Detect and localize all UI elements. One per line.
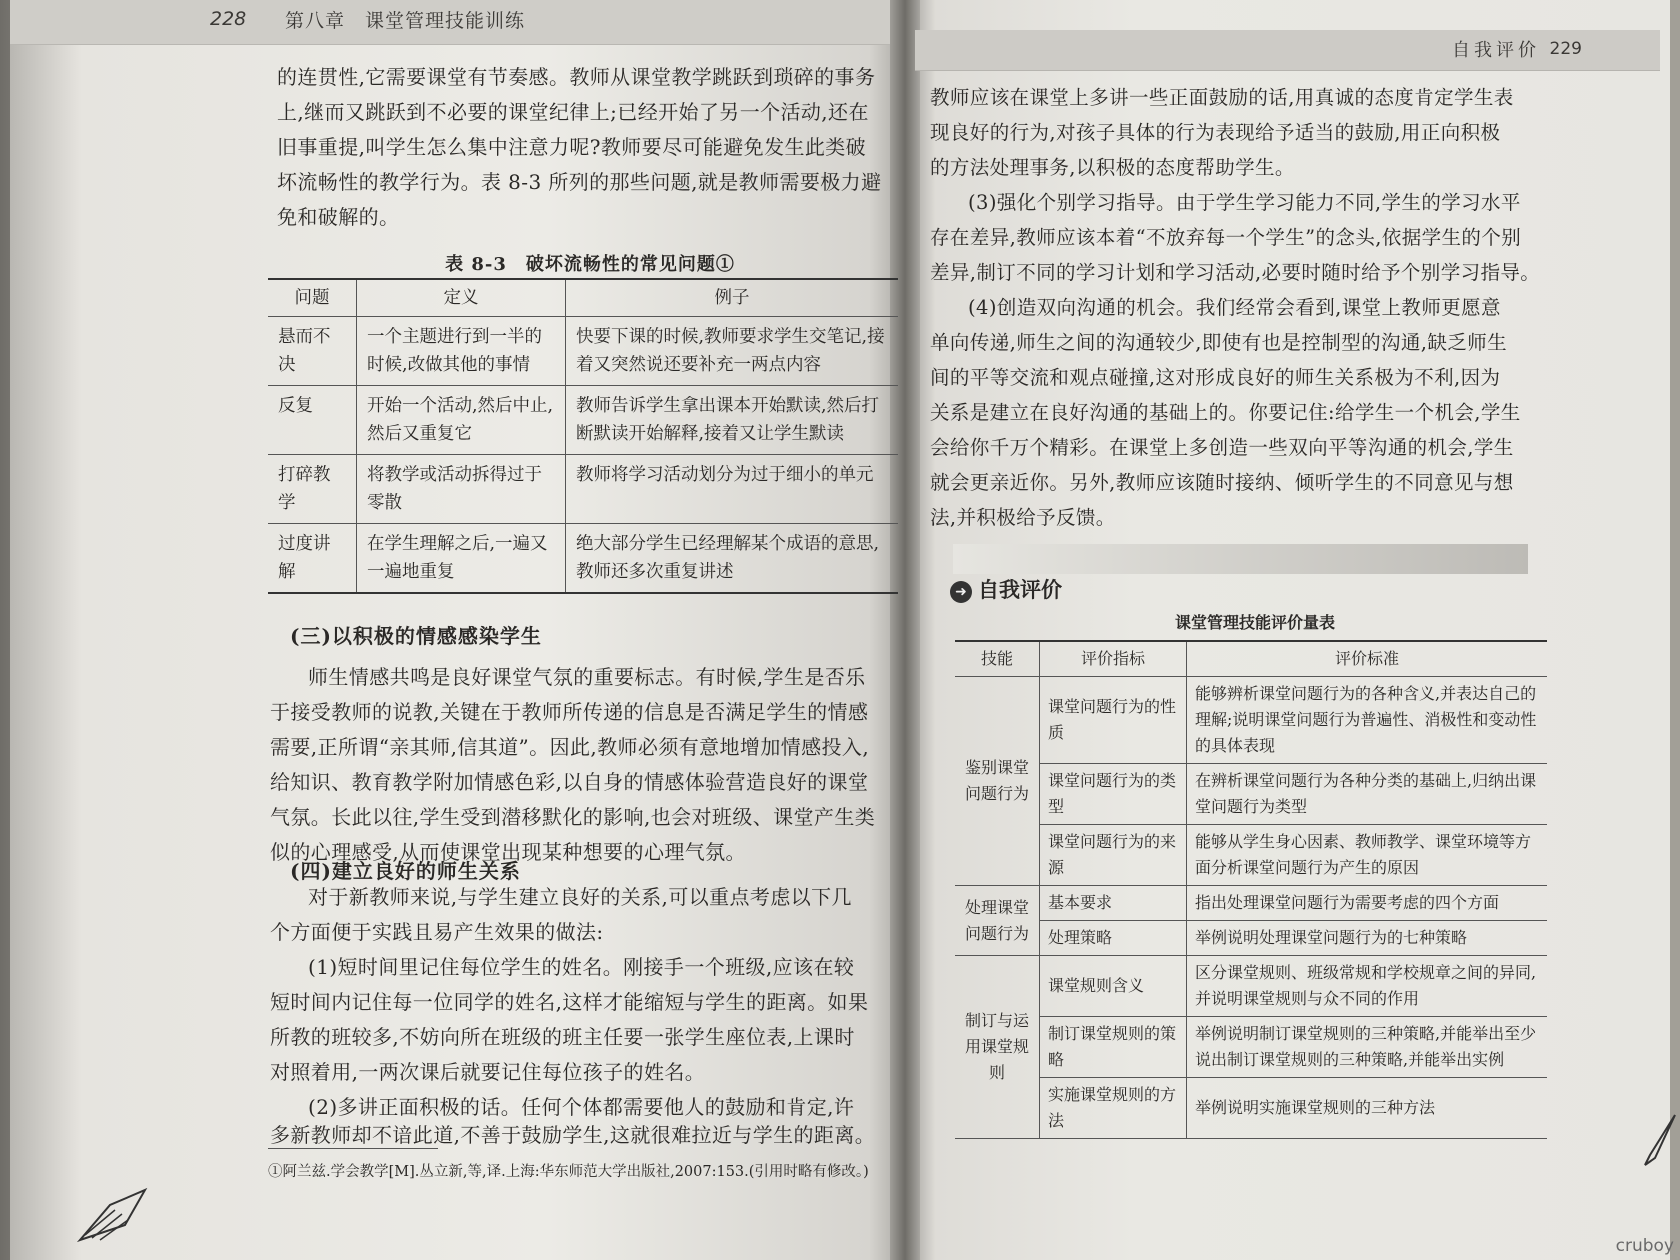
table-title: 表 8-3 破坏流畅性的常见问题① (445, 254, 735, 275)
table-header-row (955, 641, 1547, 677)
text-line: 上,继而又跳跃到不必要的课堂纪律上;已经开始了另一个活动,还在 (277, 100, 869, 124)
footnote: ①阿兰兹.学会教学[M].丛立新,等,译.上海:华东师范大学出版社,2007:153.(引用时略有修改。) (268, 1164, 869, 1180)
column-header: 技能 (955, 641, 1040, 677)
table-row (955, 1078, 1547, 1139)
text-line: 法,并积极给予反馈。 (930, 506, 1116, 529)
section-header: 自我评价 (1452, 40, 1540, 61)
table-row (955, 921, 1547, 956)
example-cell: 绝大部分学生已经理解某个成语的意思,教师还多次重复讲述 (566, 524, 899, 594)
column-header: 评价指标 (1040, 641, 1187, 677)
table-row (955, 825, 1547, 886)
table-row (955, 764, 1547, 825)
table-row (268, 524, 898, 594)
criterion-cell: 举例说明制订课堂规则的三种策略,并能举出至少说出制订课堂规则的三种策略,并能举出实例 (1187, 1017, 1548, 1078)
text-line: (1)短时间里记住每位学生的姓名。刚接手一个班级,应该在较 (308, 955, 855, 979)
problem-cell: 反复 (268, 386, 357, 455)
left-running-header (10, 0, 890, 45)
table-row (268, 386, 898, 455)
section-band (953, 544, 1528, 574)
criterion-cell: 举例说明实施课堂规则的三种方法 (1187, 1078, 1548, 1139)
fluency-problems-table (268, 278, 898, 594)
text-line: 给知识、教育教学附加情感色彩,以自身的情感体验营造良好的课堂 (270, 770, 869, 794)
criterion-cell: 指出处理课堂问题行为需要考虑的四个方面 (1187, 886, 1548, 921)
quill-icon (1640, 1110, 1680, 1170)
skill-cell: 鉴别课堂问题行为 (955, 677, 1040, 886)
table-row (955, 886, 1547, 921)
chapter-title: 第八章 课堂管理技能训练 (285, 10, 526, 32)
text-line: 对于新教师来说,与学生建立良好的关系,可以重点考虑以下几 (308, 885, 852, 909)
text-line: 的连贯性,它需要课堂有节奏感。教师从课堂教学跳跃到琐碎的事务 (277, 65, 876, 89)
text-line: 师生情感共鸣是良好课堂气氛的重要标志。有时候,学生是否乐 (308, 665, 866, 689)
table-row (268, 455, 898, 524)
text-line: 需要,正所谓“亲其师,信其道”。因此,教师必须有意地增加情感投入, (270, 735, 870, 759)
indicator-cell: 基本要求 (1040, 886, 1187, 921)
text-line: 关系是建立在良好沟通的基础上的。你要记住:给学生一个机会,学生 (930, 401, 1521, 424)
text-line: (3)强化个别学习指导。由于学生学习能力不同,学生的学习水平 (968, 191, 1521, 214)
self-eval-heading (950, 574, 1062, 604)
criterion-cell: 能够从学生身心因素、教师教学、课堂环境等方面分析课堂问题行为产生的原因 (1187, 825, 1548, 886)
text-line: 多新教师却不谙此道,不善于鼓励学生,这就很难拉近与学生的距离。 (270, 1123, 876, 1147)
example-cell: 教师告诉学生拿出课本开始默读,然后打断默读开始解释,接着又让学生默读 (566, 386, 899, 455)
column-header: 问题 (268, 279, 357, 317)
example-cell: 教师将学习活动划分为过于细小的单元 (566, 455, 899, 524)
text-line: 气氛。长此以往,学生受到潜移默化的影响,也会对班级、课堂产生类 (270, 805, 876, 829)
text-line: 似的心理感受,从而使课堂出现某种想要的心理气氛。 (270, 840, 746, 864)
example-cell: 快要下课的时候,教师要求学生交笔记,接着又突然说还要补充一两点内容 (566, 317, 899, 386)
indicator-cell: 处理策略 (1040, 921, 1187, 956)
arrow-right-icon: ➜ (950, 581, 972, 603)
column-header: 例子 (566, 279, 899, 317)
problem-cell: 过度讲解 (268, 524, 357, 594)
text-line: 免和破解的。 (277, 205, 400, 229)
table-row (955, 956, 1547, 1017)
text-line: 间的平等交流和观点碰撞,这对形成良好的师生关系极为不利,因为 (930, 366, 1501, 389)
text-line: 就会更亲近你。另外,教师应该随时接纳、倾听学生的不同意见与想 (930, 471, 1514, 494)
criterion-cell: 能够辨析课堂问题行为的各种含义,并表达自己的理解;说明课堂问题行为普遍性、消极性和变动性的具体表现 (1187, 677, 1548, 764)
text-line: 所教的班较多,不妨向所在班级的班主任要一张学生座位表,上课时 (270, 1025, 855, 1049)
text-line: 现良好的行为,对孩子具体的行为表现给予适当的鼓励,用正向积极 (930, 121, 1501, 144)
self-eval-heading-text: 自我评价 (978, 577, 1062, 602)
skill-cell: 制订与运用课堂规则 (955, 956, 1040, 1139)
problem-cell: 悬而不决 (268, 317, 357, 386)
column-header: 评价标准 (1187, 641, 1548, 677)
text-line: 于接受教师的说教,关键在于教师所传递的信息是否满足学生的情感 (270, 700, 869, 724)
book-gutter (890, 0, 920, 1260)
text-line: (4)创造双向沟通的机会。我们经常会看到,课堂上教师更愿意 (968, 296, 1501, 319)
right-running-header (915, 30, 1660, 71)
watermark: cruboy (1615, 1236, 1674, 1256)
indicator-cell: 实施课堂规则的方法 (1040, 1078, 1187, 1139)
text-line: 教师应该在课堂上多讲一些正面鼓励的话,用真诚的态度肯定学生表 (930, 86, 1514, 109)
indicator-cell: 课堂问题行为的类型 (1040, 764, 1187, 825)
eval-table-title: 课堂管理技能评价量表 (1174, 613, 1335, 632)
left-page-number: 228 (210, 8, 247, 30)
footnote-rule (268, 1148, 438, 1149)
text-line: 会给你千万个精彩。在课堂上多创造一些双向平等沟通的机会,学生 (930, 436, 1514, 459)
pencil-icon (70, 1180, 160, 1250)
text-line: 旧事重提,叫学生怎么集中注意力呢?教师要尽可能避免发生此类破 (277, 135, 867, 159)
table-row (955, 677, 1547, 764)
table-row (955, 1017, 1547, 1078)
right-page-number: 229 (1549, 39, 1582, 59)
indicator-cell: 课堂规则含义 (1040, 956, 1187, 1017)
text-line: 单向传递,师生之间的沟通较少,即使有也是控制型的沟通,缺乏师生 (930, 331, 1507, 354)
skill-cell: 处理课堂问题行为 (955, 886, 1040, 956)
definition-cell: 在学生理解之后,一遍又一遍地重复 (357, 524, 566, 594)
problem-cell: 打碎教学 (268, 455, 357, 524)
text-line: 的方法处理事务,以积极的态度帮助学生。 (930, 156, 1295, 179)
text-line: 个方面便于实践且易产生效果的做法: (270, 920, 604, 944)
section-4-title: (四)建立良好的师生关系 (290, 859, 521, 883)
text-line: 对照着用,一两次课后就要记住每位孩子的姓名。 (270, 1060, 706, 1084)
definition-cell: 开始一个活动,然后中止,然后又重复它 (357, 386, 566, 455)
column-header: 定义 (357, 279, 566, 317)
text-line: 存在差异,教师应该本着“不放弃每一个学生”的念头,依据学生的个别 (930, 226, 1522, 249)
table-row (268, 317, 898, 386)
criterion-cell: 举例说明处理课堂问题行为的七种策略 (1187, 921, 1548, 956)
evaluation-table (955, 640, 1547, 1139)
indicator-cell: 制订课堂规则的策略 (1040, 1017, 1187, 1078)
table-header-row (268, 279, 898, 317)
definition-cell: 一个主题进行到一半的时候,改做其他的事情 (357, 317, 566, 386)
text-line: 坏流畅性的教学行为。表 8-3 所列的那些问题,就是教师需要极力避 (277, 170, 882, 194)
indicator-cell: 课堂问题行为的性质 (1040, 677, 1187, 764)
criterion-cell: 区分课堂规则、班级常规和学校规章之间的异同,并说明课堂规则与众不同的作用 (1187, 956, 1548, 1017)
section-3-title: (三)以积极的情感感染学生 (290, 624, 542, 648)
text-line: (2)多讲正面积极的话。任何个体都需要他人的鼓励和肯定,许 (308, 1095, 855, 1119)
definition-cell: 将教学或活动拆得过于零散 (357, 455, 566, 524)
text-line: 短时间内记住每一位同学的姓名,这样才能缩短与学生的距离。如果 (270, 990, 869, 1014)
text-line: 差异,制订不同的学习计划和学习活动,必要时随时给予个别学习指导。 (930, 261, 1541, 284)
criterion-cell: 在辨析课堂问题行为各种分类的基础上,归纳出课堂问题行为类型 (1187, 764, 1548, 825)
indicator-cell: 课堂问题行为的来源 (1040, 825, 1187, 886)
